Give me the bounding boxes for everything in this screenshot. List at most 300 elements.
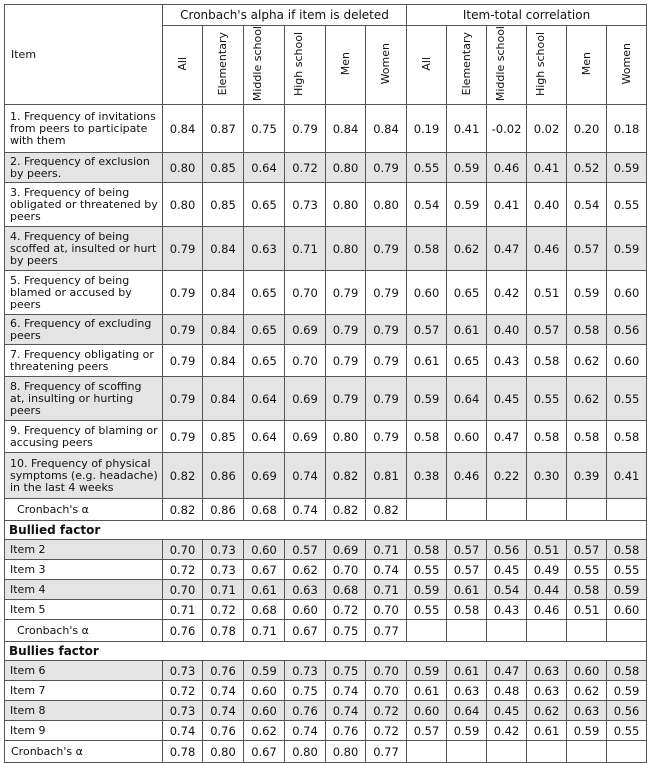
correlation-value-cell: 0.59 (447, 721, 487, 741)
alpha-value-cell: 0.71 (203, 580, 244, 600)
correlation-value-cell: 0.55 (407, 153, 447, 183)
alpha-value-cell: 0.84 (203, 271, 244, 315)
section-title: Bullied factor (5, 521, 647, 540)
alpha-group-header: Cronbach's alpha if item is deleted (163, 5, 407, 26)
cronbach-alpha-label: Cronbach's α (5, 620, 163, 642)
alpha-value-cell: 0.80 (163, 183, 203, 227)
table-row (5, 560, 647, 580)
correlation-value-cell: 0.58 (447, 600, 487, 620)
table-row (5, 105, 647, 153)
row-label: 10. Frequency of physical symptoms (e.g. headache) in the last 4 weeks (5, 453, 163, 499)
alpha-value-cell: 0.71 (366, 540, 407, 560)
alpha-value-cell: 0.79 (366, 227, 407, 271)
subcol-header: High school (285, 26, 326, 105)
subcol-header: Middle school (487, 26, 527, 105)
row-label: 8. Frequency of scoffing at, insulting or hurting peers (5, 377, 163, 421)
correlation-value-cell: 0.39 (567, 453, 607, 499)
alpha-value-cell: 0.63 (244, 227, 285, 271)
alpha-value-cell: 0.60 (244, 540, 285, 560)
row-label: 4. Frequency of being scoffed at, insulted or hurt by peers (5, 227, 163, 271)
alpha-value-cell: 0.70 (163, 580, 203, 600)
alpha-value-cell: 0.74 (203, 681, 244, 701)
alpha-value-cell: 0.67 (244, 560, 285, 580)
subcol-header: Men (326, 26, 366, 105)
correlation-value-cell: 0.59 (407, 377, 447, 421)
alpha-value-cell: 0.69 (285, 377, 326, 421)
corr-group-header: Item-total correlation (407, 5, 647, 26)
correlation-value-cell: 0.64 (447, 701, 487, 721)
table-row (5, 681, 647, 701)
alpha-value-cell: 0.71 (163, 600, 203, 620)
header-row-groups (5, 5, 647, 26)
correlation-value-cell: 0.61 (447, 580, 487, 600)
cronbach-alpha-value: 0.67 (244, 741, 285, 763)
correlation-value-cell: 0.62 (567, 681, 607, 701)
correlation-value-cell: 0.51 (567, 600, 607, 620)
correlation-value-cell: 0.30 (527, 453, 567, 499)
row-label: Item 4 (5, 580, 163, 600)
alpha-value-cell: 0.64 (244, 153, 285, 183)
alpha-value-cell: 0.84 (163, 105, 203, 153)
table-row (5, 227, 647, 271)
correlation-value-cell: 0.61 (407, 345, 447, 377)
alpha-value-cell: 0.86 (203, 453, 244, 499)
table-row (5, 271, 647, 315)
correlation-value-cell: 0.54 (567, 183, 607, 227)
empty-cell (407, 741, 447, 763)
table-row (5, 600, 647, 620)
alpha-value-cell: 0.73 (203, 560, 244, 580)
correlation-value-cell: 0.54 (487, 580, 527, 600)
cronbach-alpha-value: 0.76 (163, 620, 203, 642)
alpha-value-cell: 0.65 (244, 315, 285, 345)
empty-cell (487, 620, 527, 642)
correlation-value-cell: 0.58 (407, 227, 447, 271)
correlation-value-cell: 0.57 (447, 560, 487, 580)
alpha-value-cell: 0.72 (366, 721, 407, 741)
row-label: 9. Frequency of blaming or accusing peers (5, 421, 163, 453)
alpha-value-cell: 0.72 (163, 681, 203, 701)
correlation-value-cell: 0.22 (487, 453, 527, 499)
correlation-value-cell: 0.41 (527, 153, 567, 183)
alpha-value-cell: 0.59 (244, 661, 285, 681)
alpha-value-cell: 0.65 (244, 345, 285, 377)
subcol-header: Elementary (447, 26, 487, 105)
correlation-value-cell: 0.55 (607, 721, 647, 741)
correlation-value-cell: 0.45 (487, 701, 527, 721)
correlation-value-cell: 0.58 (567, 580, 607, 600)
alpha-value-cell: 0.79 (366, 421, 407, 453)
correlation-value-cell: 0.56 (607, 315, 647, 345)
alpha-value-cell: 0.71 (285, 227, 326, 271)
correlation-value-cell: 0.59 (407, 580, 447, 600)
cronbach-alpha-value: 0.77 (366, 620, 407, 642)
empty-cell (527, 499, 567, 521)
alpha-value-cell: 0.85 (203, 421, 244, 453)
correlation-value-cell: 0.42 (487, 721, 527, 741)
correlation-value-cell: 0.60 (407, 271, 447, 315)
empty-cell (447, 499, 487, 521)
cronbach-alpha-value: 0.67 (285, 620, 326, 642)
alpha-value-cell: 0.60 (244, 681, 285, 701)
correlation-value-cell: 0.59 (607, 580, 647, 600)
cronbach-alpha-value: 0.80 (285, 741, 326, 763)
empty-cell (447, 620, 487, 642)
row-label: 7. Frequency obligating or threatening peers (5, 345, 163, 377)
correlation-value-cell: 0.02 (527, 105, 567, 153)
correlation-value-cell: 0.45 (487, 377, 527, 421)
correlation-value-cell: 0.55 (567, 560, 607, 580)
alpha-value-cell: 0.72 (326, 600, 366, 620)
section-header-row (5, 521, 647, 540)
alpha-value-cell: 0.72 (285, 153, 326, 183)
correlation-value-cell: 0.47 (487, 227, 527, 271)
correlation-value-cell: 0.56 (607, 701, 647, 721)
correlation-value-cell: 0.58 (527, 345, 567, 377)
correlation-value-cell: 0.46 (527, 227, 567, 271)
correlation-value-cell: 0.57 (567, 227, 607, 271)
alpha-value-cell: 0.84 (366, 105, 407, 153)
alpha-value-cell: 0.79 (163, 345, 203, 377)
table-row (5, 315, 647, 345)
cronbach-alpha-row (5, 620, 647, 642)
row-label: 5. Frequency of being blamed or accused by peers (5, 271, 163, 315)
alpha-value-cell: 0.70 (366, 600, 407, 620)
correlation-value-cell: 0.59 (607, 681, 647, 701)
subcol-header: Elementary (203, 26, 244, 105)
alpha-value-cell: 0.80 (326, 183, 366, 227)
cronbach-alpha-value: 0.78 (203, 620, 244, 642)
alpha-value-cell: 0.84 (203, 227, 244, 271)
correlation-value-cell: 0.55 (607, 183, 647, 227)
correlation-value-cell: 0.58 (607, 661, 647, 681)
alpha-value-cell: 0.63 (285, 580, 326, 600)
alpha-value-cell: 0.82 (163, 453, 203, 499)
alpha-value-cell: 0.69 (285, 315, 326, 345)
cronbach-alpha-row (5, 741, 647, 763)
alpha-value-cell: 0.84 (203, 345, 244, 377)
correlation-value-cell: 0.45 (487, 560, 527, 580)
correlation-value-cell: 0.59 (567, 271, 607, 315)
alpha-value-cell: 0.75 (285, 681, 326, 701)
correlation-value-cell: 0.44 (527, 580, 567, 600)
alpha-value-cell: 0.71 (366, 580, 407, 600)
correlation-value-cell: 0.58 (607, 540, 647, 560)
correlation-value-cell: 0.46 (447, 453, 487, 499)
alpha-value-cell: 0.79 (366, 271, 407, 315)
alpha-value-cell: 0.73 (163, 661, 203, 681)
alpha-value-cell: 0.85 (203, 153, 244, 183)
correlation-value-cell: 0.60 (447, 421, 487, 453)
reliability-table (4, 4, 647, 763)
alpha-value-cell: 0.79 (163, 421, 203, 453)
alpha-value-cell: 0.65 (244, 183, 285, 227)
subcol-header: Women (366, 26, 407, 105)
correlation-value-cell: 0.40 (527, 183, 567, 227)
correlation-value-cell: 0.42 (487, 271, 527, 315)
correlation-value-cell: 0.65 (447, 345, 487, 377)
subcol-header: High school (527, 26, 567, 105)
alpha-value-cell: 0.79 (326, 271, 366, 315)
correlation-value-cell: 0.58 (527, 421, 567, 453)
row-label: Item 6 (5, 661, 163, 681)
correlation-value-cell: 0.60 (607, 600, 647, 620)
alpha-value-cell: 0.79 (366, 377, 407, 421)
cronbach-alpha-label: Cronbach's α (5, 741, 163, 763)
row-label: Item 8 (5, 701, 163, 721)
correlation-value-cell: -0.02 (487, 105, 527, 153)
alpha-value-cell: 0.74 (203, 701, 244, 721)
empty-cell (567, 499, 607, 521)
alpha-value-cell: 0.74 (326, 681, 366, 701)
alpha-value-cell: 0.70 (285, 271, 326, 315)
empty-cell (607, 499, 647, 521)
alpha-value-cell: 0.70 (163, 540, 203, 560)
correlation-value-cell: 0.52 (567, 153, 607, 183)
alpha-value-cell: 0.79 (326, 377, 366, 421)
correlation-value-cell: 0.59 (447, 183, 487, 227)
alpha-value-cell: 0.64 (244, 377, 285, 421)
alpha-value-cell: 0.87 (203, 105, 244, 153)
correlation-value-cell: 0.41 (447, 105, 487, 153)
alpha-value-cell: 0.74 (285, 453, 326, 499)
row-label: 2. Frequency of exclusion by peers. (5, 153, 163, 183)
row-label: 3. Frequency of being obligated or threatened by peers (5, 183, 163, 227)
correlation-value-cell: 0.47 (487, 661, 527, 681)
alpha-value-cell: 0.79 (163, 227, 203, 271)
correlation-value-cell: 0.47 (487, 421, 527, 453)
correlation-value-cell: 0.62 (567, 377, 607, 421)
alpha-value-cell: 0.84 (203, 315, 244, 345)
correlation-value-cell: 0.62 (527, 701, 567, 721)
table-row (5, 580, 647, 600)
correlation-value-cell: 0.60 (607, 271, 647, 315)
correlation-value-cell: 0.58 (567, 421, 607, 453)
correlation-value-cell: 0.57 (407, 721, 447, 741)
alpha-value-cell: 0.80 (326, 421, 366, 453)
correlation-value-cell: 0.51 (527, 271, 567, 315)
empty-cell (527, 741, 567, 763)
section-title: Bullies factor (5, 642, 647, 661)
cronbach-alpha-value: 0.68 (244, 499, 285, 521)
row-label: Item 9 (5, 721, 163, 741)
alpha-value-cell: 0.65 (244, 271, 285, 315)
alpha-value-cell: 0.70 (366, 661, 407, 681)
row-label: Item 7 (5, 681, 163, 701)
correlation-value-cell: 0.61 (407, 681, 447, 701)
alpha-value-cell: 0.84 (326, 105, 366, 153)
alpha-value-cell: 0.64 (244, 421, 285, 453)
correlation-value-cell: 0.18 (607, 105, 647, 153)
alpha-value-cell: 0.73 (285, 183, 326, 227)
alpha-value-cell: 0.72 (366, 701, 407, 721)
correlation-value-cell: 0.58 (607, 421, 647, 453)
cronbach-alpha-value: 0.80 (203, 741, 244, 763)
correlation-value-cell: 0.48 (487, 681, 527, 701)
correlation-value-cell: 0.65 (447, 271, 487, 315)
table-row (5, 183, 647, 227)
correlation-value-cell: 0.60 (407, 701, 447, 721)
empty-cell (407, 620, 447, 642)
alpha-value-cell: 0.57 (285, 540, 326, 560)
alpha-value-cell: 0.80 (163, 153, 203, 183)
alpha-value-cell: 0.80 (326, 227, 366, 271)
empty-cell (447, 741, 487, 763)
alpha-value-cell: 0.70 (366, 681, 407, 701)
cronbach-alpha-row (5, 499, 647, 521)
alpha-value-cell: 0.62 (244, 721, 285, 741)
empty-cell (567, 741, 607, 763)
alpha-value-cell: 0.79 (326, 315, 366, 345)
cronbach-alpha-value: 0.86 (203, 499, 244, 521)
alpha-value-cell: 0.74 (285, 721, 326, 741)
correlation-value-cell: 0.58 (567, 315, 607, 345)
table-row (5, 421, 647, 453)
correlation-value-cell: 0.55 (407, 560, 447, 580)
cronbach-alpha-value: 0.71 (244, 620, 285, 642)
correlation-value-cell: 0.59 (607, 153, 647, 183)
alpha-value-cell: 0.69 (244, 453, 285, 499)
cronbach-alpha-value: 0.74 (285, 499, 326, 521)
alpha-value-cell: 0.76 (203, 721, 244, 741)
empty-cell (607, 741, 647, 763)
subcol-header: Women (607, 26, 647, 105)
correlation-value-cell: 0.57 (567, 540, 607, 560)
alpha-value-cell: 0.80 (326, 153, 366, 183)
correlation-value-cell: 0.41 (607, 453, 647, 499)
subcol-header: Men (567, 26, 607, 105)
alpha-value-cell: 0.70 (285, 345, 326, 377)
correlation-value-cell: 0.54 (407, 183, 447, 227)
correlation-value-cell: 0.55 (607, 560, 647, 580)
alpha-value-cell: 0.61 (244, 580, 285, 600)
alpha-value-cell: 0.72 (203, 600, 244, 620)
correlation-value-cell: 0.55 (527, 377, 567, 421)
item-column-header: Item (5, 5, 163, 105)
alpha-value-cell: 0.68 (244, 600, 285, 620)
reliability-table-container (4, 4, 647, 763)
correlation-value-cell: 0.63 (447, 681, 487, 701)
empty-cell (487, 741, 527, 763)
section-header-row (5, 642, 647, 661)
row-label: Item 3 (5, 560, 163, 580)
correlation-value-cell: 0.59 (407, 661, 447, 681)
subcol-header: Middle school (244, 26, 285, 105)
alpha-value-cell: 0.73 (203, 540, 244, 560)
correlation-value-cell: 0.63 (527, 681, 567, 701)
table-row (5, 701, 647, 721)
table-row (5, 453, 647, 499)
correlation-value-cell: 0.59 (607, 227, 647, 271)
alpha-value-cell: 0.76 (203, 661, 244, 681)
correlation-value-cell: 0.55 (407, 600, 447, 620)
empty-cell (527, 620, 567, 642)
alpha-value-cell: 0.74 (326, 701, 366, 721)
correlation-value-cell: 0.61 (527, 721, 567, 741)
correlation-value-cell: 0.55 (607, 377, 647, 421)
alpha-value-cell: 0.73 (163, 701, 203, 721)
table-row (5, 540, 647, 560)
empty-cell (407, 499, 447, 521)
alpha-value-cell: 0.79 (163, 377, 203, 421)
correlation-value-cell: 0.51 (527, 540, 567, 560)
correlation-value-cell: 0.43 (487, 345, 527, 377)
cronbach-alpha-value: 0.80 (326, 741, 366, 763)
correlation-value-cell: 0.59 (447, 153, 487, 183)
correlation-value-cell: 0.46 (487, 153, 527, 183)
correlation-value-cell: 0.19 (407, 105, 447, 153)
alpha-value-cell: 0.70 (326, 560, 366, 580)
table-row (5, 153, 647, 183)
alpha-value-cell: 0.74 (163, 721, 203, 741)
correlation-value-cell: 0.56 (487, 540, 527, 560)
alpha-value-cell: 0.84 (203, 377, 244, 421)
cronbach-alpha-value: 0.78 (163, 741, 203, 763)
cronbach-alpha-value: 0.82 (366, 499, 407, 521)
table-row (5, 661, 647, 681)
correlation-value-cell: 0.58 (407, 421, 447, 453)
row-label: 6. Frequency of excluding peers (5, 315, 163, 345)
alpha-value-cell: 0.79 (366, 345, 407, 377)
cronbach-alpha-value: 0.75 (326, 620, 366, 642)
correlation-value-cell: 0.61 (447, 315, 487, 345)
alpha-value-cell: 0.74 (366, 560, 407, 580)
correlation-value-cell: 0.38 (407, 453, 447, 499)
alpha-value-cell: 0.79 (366, 153, 407, 183)
alpha-value-cell: 0.76 (326, 721, 366, 741)
correlation-value-cell: 0.41 (487, 183, 527, 227)
cronbach-alpha-value: 0.82 (326, 499, 366, 521)
correlation-value-cell: 0.57 (527, 315, 567, 345)
alpha-value-cell: 0.75 (244, 105, 285, 153)
alpha-value-cell: 0.69 (285, 421, 326, 453)
row-label: Item 5 (5, 600, 163, 620)
subcol-header: All (163, 26, 203, 105)
empty-cell (487, 499, 527, 521)
correlation-value-cell: 0.57 (447, 540, 487, 560)
correlation-value-cell: 0.62 (567, 345, 607, 377)
correlation-value-cell: 0.64 (447, 377, 487, 421)
alpha-value-cell: 0.79 (163, 271, 203, 315)
alpha-value-cell: 0.60 (244, 701, 285, 721)
alpha-value-cell: 0.62 (285, 560, 326, 580)
alpha-value-cell: 0.81 (366, 453, 407, 499)
correlation-value-cell: 0.49 (527, 560, 567, 580)
empty-cell (567, 620, 607, 642)
correlation-value-cell: 0.63 (567, 701, 607, 721)
correlation-value-cell: 0.60 (567, 661, 607, 681)
correlation-value-cell: 0.20 (567, 105, 607, 153)
alpha-value-cell: 0.68 (326, 580, 366, 600)
alpha-value-cell: 0.80 (366, 183, 407, 227)
table-row (5, 721, 647, 741)
correlation-value-cell: 0.58 (407, 540, 447, 560)
correlation-value-cell: 0.61 (447, 661, 487, 681)
subcol-header: All (407, 26, 447, 105)
correlation-value-cell: 0.60 (607, 345, 647, 377)
correlation-value-cell: 0.43 (487, 600, 527, 620)
cronbach-alpha-label: Cronbach's α (5, 499, 163, 521)
correlation-value-cell: 0.40 (487, 315, 527, 345)
correlation-value-cell: 0.63 (527, 661, 567, 681)
alpha-value-cell: 0.82 (326, 453, 366, 499)
alpha-value-cell: 0.79 (163, 315, 203, 345)
alpha-value-cell: 0.69 (326, 540, 366, 560)
alpha-value-cell: 0.75 (326, 661, 366, 681)
empty-cell (607, 620, 647, 642)
alpha-value-cell: 0.79 (326, 345, 366, 377)
alpha-value-cell: 0.76 (285, 701, 326, 721)
